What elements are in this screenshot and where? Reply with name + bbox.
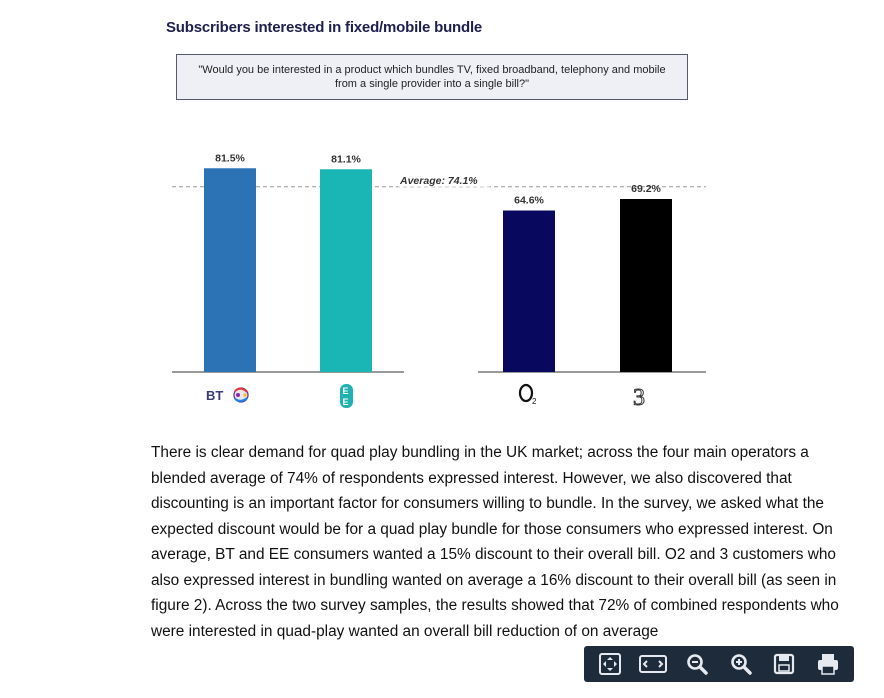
ee-logo-icon xyxy=(340,384,353,408)
value-label-o2: 64.6% xyxy=(514,194,544,207)
zoom-out-button[interactable] xyxy=(681,650,713,678)
zoom-in-icon xyxy=(729,652,753,676)
svg-text:E: E xyxy=(342,386,349,396)
value-label-bt: 81.5% xyxy=(215,152,245,165)
bar-bt xyxy=(204,168,256,372)
print-icon xyxy=(816,652,840,676)
fit-page-icon xyxy=(598,652,622,676)
chart-title: Subscribers interested in fixed/mobile bundle xyxy=(166,19,483,36)
save-icon xyxy=(772,652,796,676)
svg-text:BT: BT xyxy=(206,388,224,403)
fit-width-button[interactable] xyxy=(637,650,669,678)
bar-ee xyxy=(320,169,372,372)
bt-logo-icon xyxy=(206,388,248,403)
svg-text:E: E xyxy=(342,397,349,407)
survey-question-text: "Would you be interested in a product which bundles TV, fixed broadband, telephony and mobile from a single provider into a single bill?" xyxy=(198,64,666,90)
svg-text:2: 2 xyxy=(532,397,537,406)
value-label-3: 69.2% xyxy=(631,183,661,195)
o2-logo-icon xyxy=(520,385,537,406)
zoom-in-button[interactable] xyxy=(725,650,757,678)
value-label-ee: 81.1% xyxy=(331,153,361,166)
zoom-out-icon xyxy=(685,652,709,676)
body-paragraph: There is clear demand for quad play bundling in the UK market; across the four main operators a blended average of 74% of respondents expressed interest. However, we also discovered that discounting is an important factor for consumers willing to bundle. In the survey, we asked what the expected discount would be for a quad play bundle for those consumers who expressed interest. On average, BT and EE consumers wanted a 15% discount to their overall bill. O2 and 3 customers who also expressed interest in bundling wanted on average a 16% discount to their overall bill (as seen in figure 2). Across the two survey samples, the results showed that 72% of combined respondents who were interested in quad-play wanted an overall bill reduction of on average xyxy=(151,444,839,640)
print-button[interactable] xyxy=(812,650,844,678)
bar-o2 xyxy=(503,211,555,373)
pdf-toolbar xyxy=(584,646,854,682)
bar-3 xyxy=(620,199,672,372)
average-label: Average: 74.1% xyxy=(400,174,478,187)
fit-width-icon xyxy=(638,652,668,676)
three-logo-icon xyxy=(633,385,645,411)
save-button[interactable] xyxy=(768,650,800,678)
fit-page-button[interactable] xyxy=(594,650,626,678)
svg-text:3: 3 xyxy=(633,385,645,411)
